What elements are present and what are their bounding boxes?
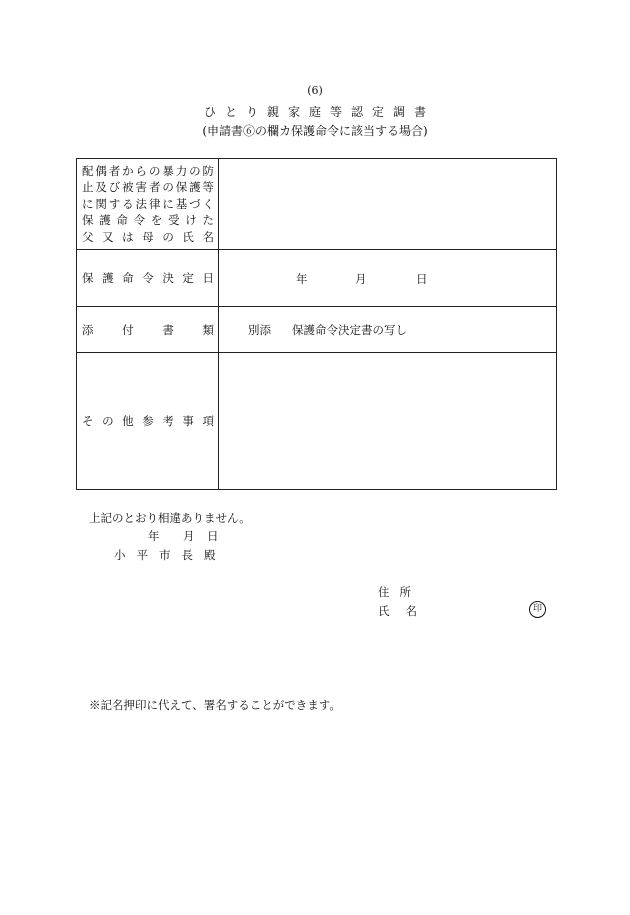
protected-parent-name-field[interactable]	[219, 159, 557, 250]
document-number: (6)	[307, 84, 323, 97]
label-line: 保護命令を受けた	[82, 213, 214, 228]
order-date-field[interactable]	[219, 250, 557, 307]
other-notes-field[interactable]	[219, 353, 557, 490]
declaration-year-unit: 年	[148, 529, 160, 543]
table-row	[77, 159, 557, 250]
order-date-day-unit: 日	[416, 272, 428, 286]
addressee-text: 小平市長殿	[114, 548, 227, 562]
attachments-label: 添付書類	[77, 307, 219, 353]
declaration-day-unit: 日	[207, 529, 219, 543]
table-row	[77, 250, 557, 307]
label-line: 配偶者からの暴力の防	[82, 163, 214, 178]
certification-form-table	[76, 158, 557, 490]
name-label: 氏名	[378, 604, 433, 618]
order-date-month-unit: 月	[355, 272, 367, 286]
table-row	[77, 307, 557, 353]
document-title: ひとり親家庭等認定調書	[203, 105, 435, 119]
other-notes-label: その他参考事項	[77, 353, 219, 490]
attachment-text: 保護命令決定書の写し	[292, 322, 407, 337]
document-subtitle: (申請書⑥の欄カ保護命令に該当する場合)	[202, 124, 428, 138]
table-row	[77, 353, 557, 490]
protected-parent-name-label	[77, 159, 219, 250]
declaration-text: 上記のとおり相違ありません。	[89, 511, 251, 525]
attachments-field	[219, 307, 557, 353]
order-date-year-unit: 年	[296, 272, 308, 286]
label-line: に関する法律に基づく	[82, 196, 214, 211]
label-line: 止及び被害者の保護等	[82, 180, 214, 195]
declaration-month-unit: 月	[183, 529, 195, 543]
seal-mark-icon: 印	[529, 601, 546, 618]
attachment-prefix: 別添	[248, 322, 271, 337]
order-date-label: 保護命令決定日	[77, 250, 219, 307]
signature-note: ※記名押印に代えて、署名することができます。	[89, 698, 341, 712]
address-label: 住所	[378, 585, 421, 599]
label-line: 父又は母の氏名	[82, 229, 214, 244]
